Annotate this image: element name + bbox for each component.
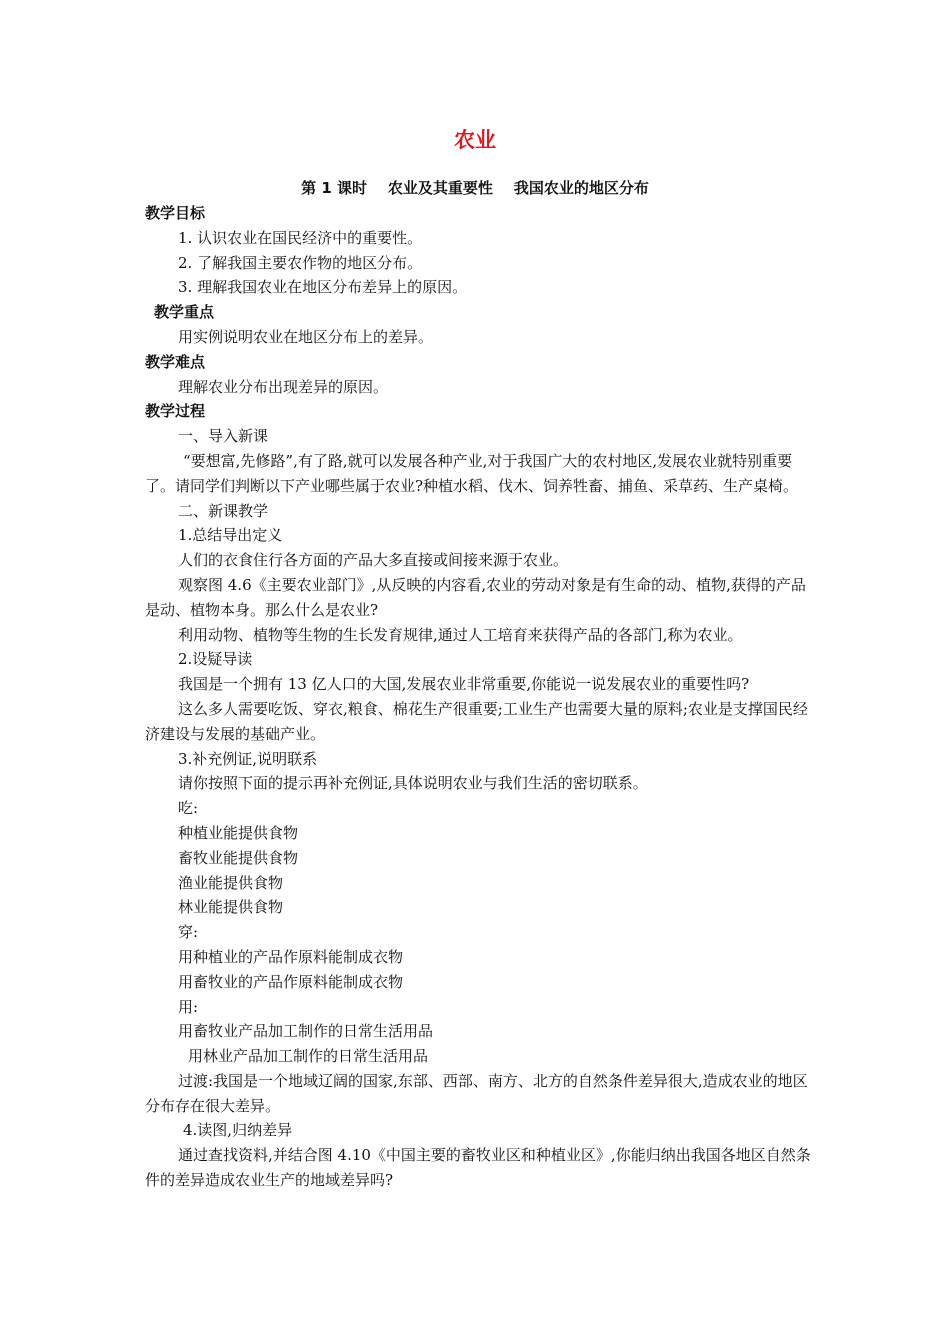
objective-item: 2. 了解我国主要农作物的地区分布。 — [178, 253, 423, 272]
document-title: 农业 — [454, 128, 496, 152]
difficulty-text: 理解农业分布出现差异的原因。 — [178, 377, 389, 396]
step2-paragraph: 我国是一个拥有 13 亿人口的大国,发展农业非常重要,你能说一说发展农业的重要性吗? — [178, 675, 750, 694]
step4-paragraph: 通过查找资料,并结合图 4.10《中国主要的畜牧业区和种植业区》,你能归纳出我国各地区自然条件的差异造成农业生产的地域差异吗? — [145, 1146, 811, 1190]
step2-paragraph: 这么多人需要吃饭、穿衣,粮食、棉花生产很重要;工业生产也需要大量的原料;农业是支撑国民经济建设与发展的基础产业。 — [145, 699, 808, 743]
lesson-subtitle: 第 1 课时 农业及其重要性 我国农业的地区分布 — [301, 179, 649, 197]
eat-label: 吃: — [178, 799, 199, 818]
use-item: 用畜牧业产品加工制作的日常生活用品 — [178, 1022, 434, 1041]
wear-label: 穿: — [178, 923, 199, 942]
step1-definition: 利用动物、植物等生物的生长发育规律,通过人工培育来获得产品的各部门,称为农业。 — [178, 625, 743, 644]
key-points-heading: 教学重点 — [154, 303, 215, 322]
wear-item: 用畜牧业的产品作原料能制成衣物 — [178, 972, 404, 991]
step1-heading: 1.总结导出定义 — [178, 526, 283, 545]
eat-item: 渔业能提供食物 — [178, 873, 284, 892]
section-new-lesson-heading: 二、新课教学 — [178, 501, 269, 520]
eat-item: 林业能提供食物 — [178, 898, 284, 917]
objective-item: 1. 认识农业在国民经济中的重要性。 — [178, 228, 423, 247]
eat-item: 种植业能提供食物 — [178, 823, 299, 842]
step2-heading: 2.设疑导读 — [178, 650, 253, 669]
section-intro-heading: 一、导入新课 — [178, 427, 269, 446]
key-points-text: 用实例说明农业在地区分布上的差异。 — [178, 327, 434, 346]
objective-item: 3. 理解我国农业在地区分布差异上的原因。 — [178, 278, 468, 297]
step3-paragraph: 请你按照下面的提示再补充例证,具体说明农业与我们生活的密切联系。 — [178, 774, 648, 793]
step4-heading: 4.读图,归纳差异 — [183, 1121, 293, 1140]
difficulty-heading: 教学难点 — [145, 352, 206, 371]
use-label: 用: — [178, 997, 199, 1016]
use-item: 用林业产品加工制作的日常生活用品 — [188, 1047, 429, 1066]
transition-paragraph: 过渡:我国是一个地域辽阔的国家,东部、西部、南方、北方的自然条件差异很大,造成农业的地区分布存在很大差异。 — [145, 1071, 808, 1115]
process-heading: 教学过程 — [145, 402, 206, 421]
step1-paragraph: 人们的衣食住行各方面的产品大多直接或间接来源于农业。 — [178, 551, 569, 570]
document-body — [145, 201, 815, 1193]
step1-paragraph: 观察图 4.6《主要农业部门》,从反映的内容看,农业的劳动对象是有生命的动、植物,获得的产品是动、植物本身。那么什么是农业? — [145, 575, 806, 619]
step3-heading: 3.补充例证,说明联系 — [178, 749, 318, 768]
objectives-heading: 教学目标 — [145, 204, 206, 222]
eat-item: 畜牧业能提供食物 — [178, 848, 299, 867]
wear-item: 用种植业的产品作原料能制成衣物 — [178, 947, 404, 966]
intro-paragraph: “要想富,先修路”,有了路,就可以发展各种产业,对于我国广大的农村地区,发展农业就特别重要了。请同学们判断以下产业哪些属于农业?种植水稻、伐木、饲养牲畜、捕鱼、采草药、生产桌椅。 — [145, 451, 799, 495]
